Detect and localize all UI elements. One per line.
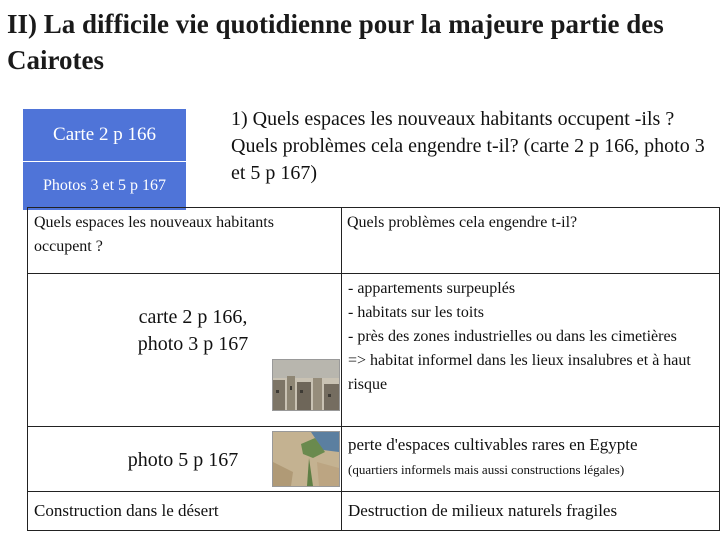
list-item: - près des zones industrielles ou dans les cimetières	[348, 328, 677, 345]
row1-label-line2: photo 3 p 167	[137, 333, 249, 355]
table-row-3-right	[342, 492, 720, 531]
list-item: => habitat informel dans les lieux insalubres et à haut risque	[348, 352, 691, 393]
problems-list	[342, 274, 719, 397]
header-problems: Quels problèmes cela engendre t-il?	[342, 208, 720, 274]
row1-label	[88, 304, 298, 358]
question-text: 1) Quels espaces les nouveaux habitants occupent -ils ? Quels problèmes cela engendre t-il? (carte 2 p 166, photo 3 et 5 p 167)	[231, 108, 705, 184]
page-title: II) La difficile vie quotidienne pour la majeure partie des Cairotes	[7, 9, 664, 75]
row1-label-line1: carte 2 p 166,	[138, 306, 248, 328]
row2-problem: perte d'espaces cultivables rares en Egypte	[348, 435, 638, 454]
row2-note: (quartiers informels mais aussi constructions légales)	[348, 462, 625, 477]
list-item: - habitats sur les toits	[348, 304, 484, 321]
answer-table	[27, 207, 720, 531]
table-row-2-right	[342, 427, 720, 492]
table-row-1-left	[28, 274, 342, 427]
row3-left-text: Construction dans le désert	[34, 501, 219, 520]
photos-button[interactable]: Photos 3 et 5 p 167	[23, 162, 186, 210]
table-row-1-right	[342, 274, 720, 427]
header-spaces: Quels espaces les nouveaux habitants occupent ?	[28, 208, 342, 274]
table-row-2-left	[28, 427, 342, 492]
table-row-3-left	[28, 492, 342, 531]
carte-button[interactable]: Carte 2 p 166	[23, 109, 186, 161]
cairo-cityscape-photo-icon[interactable]	[272, 359, 340, 411]
row2-label: photo 5 p 167	[127, 449, 239, 471]
nile-delta-satellite-photo-icon[interactable]	[272, 431, 340, 487]
list-item: - appartements surpeuplés	[348, 280, 516, 297]
row3-right-text: Destruction de milieux naturels fragiles	[348, 501, 618, 520]
